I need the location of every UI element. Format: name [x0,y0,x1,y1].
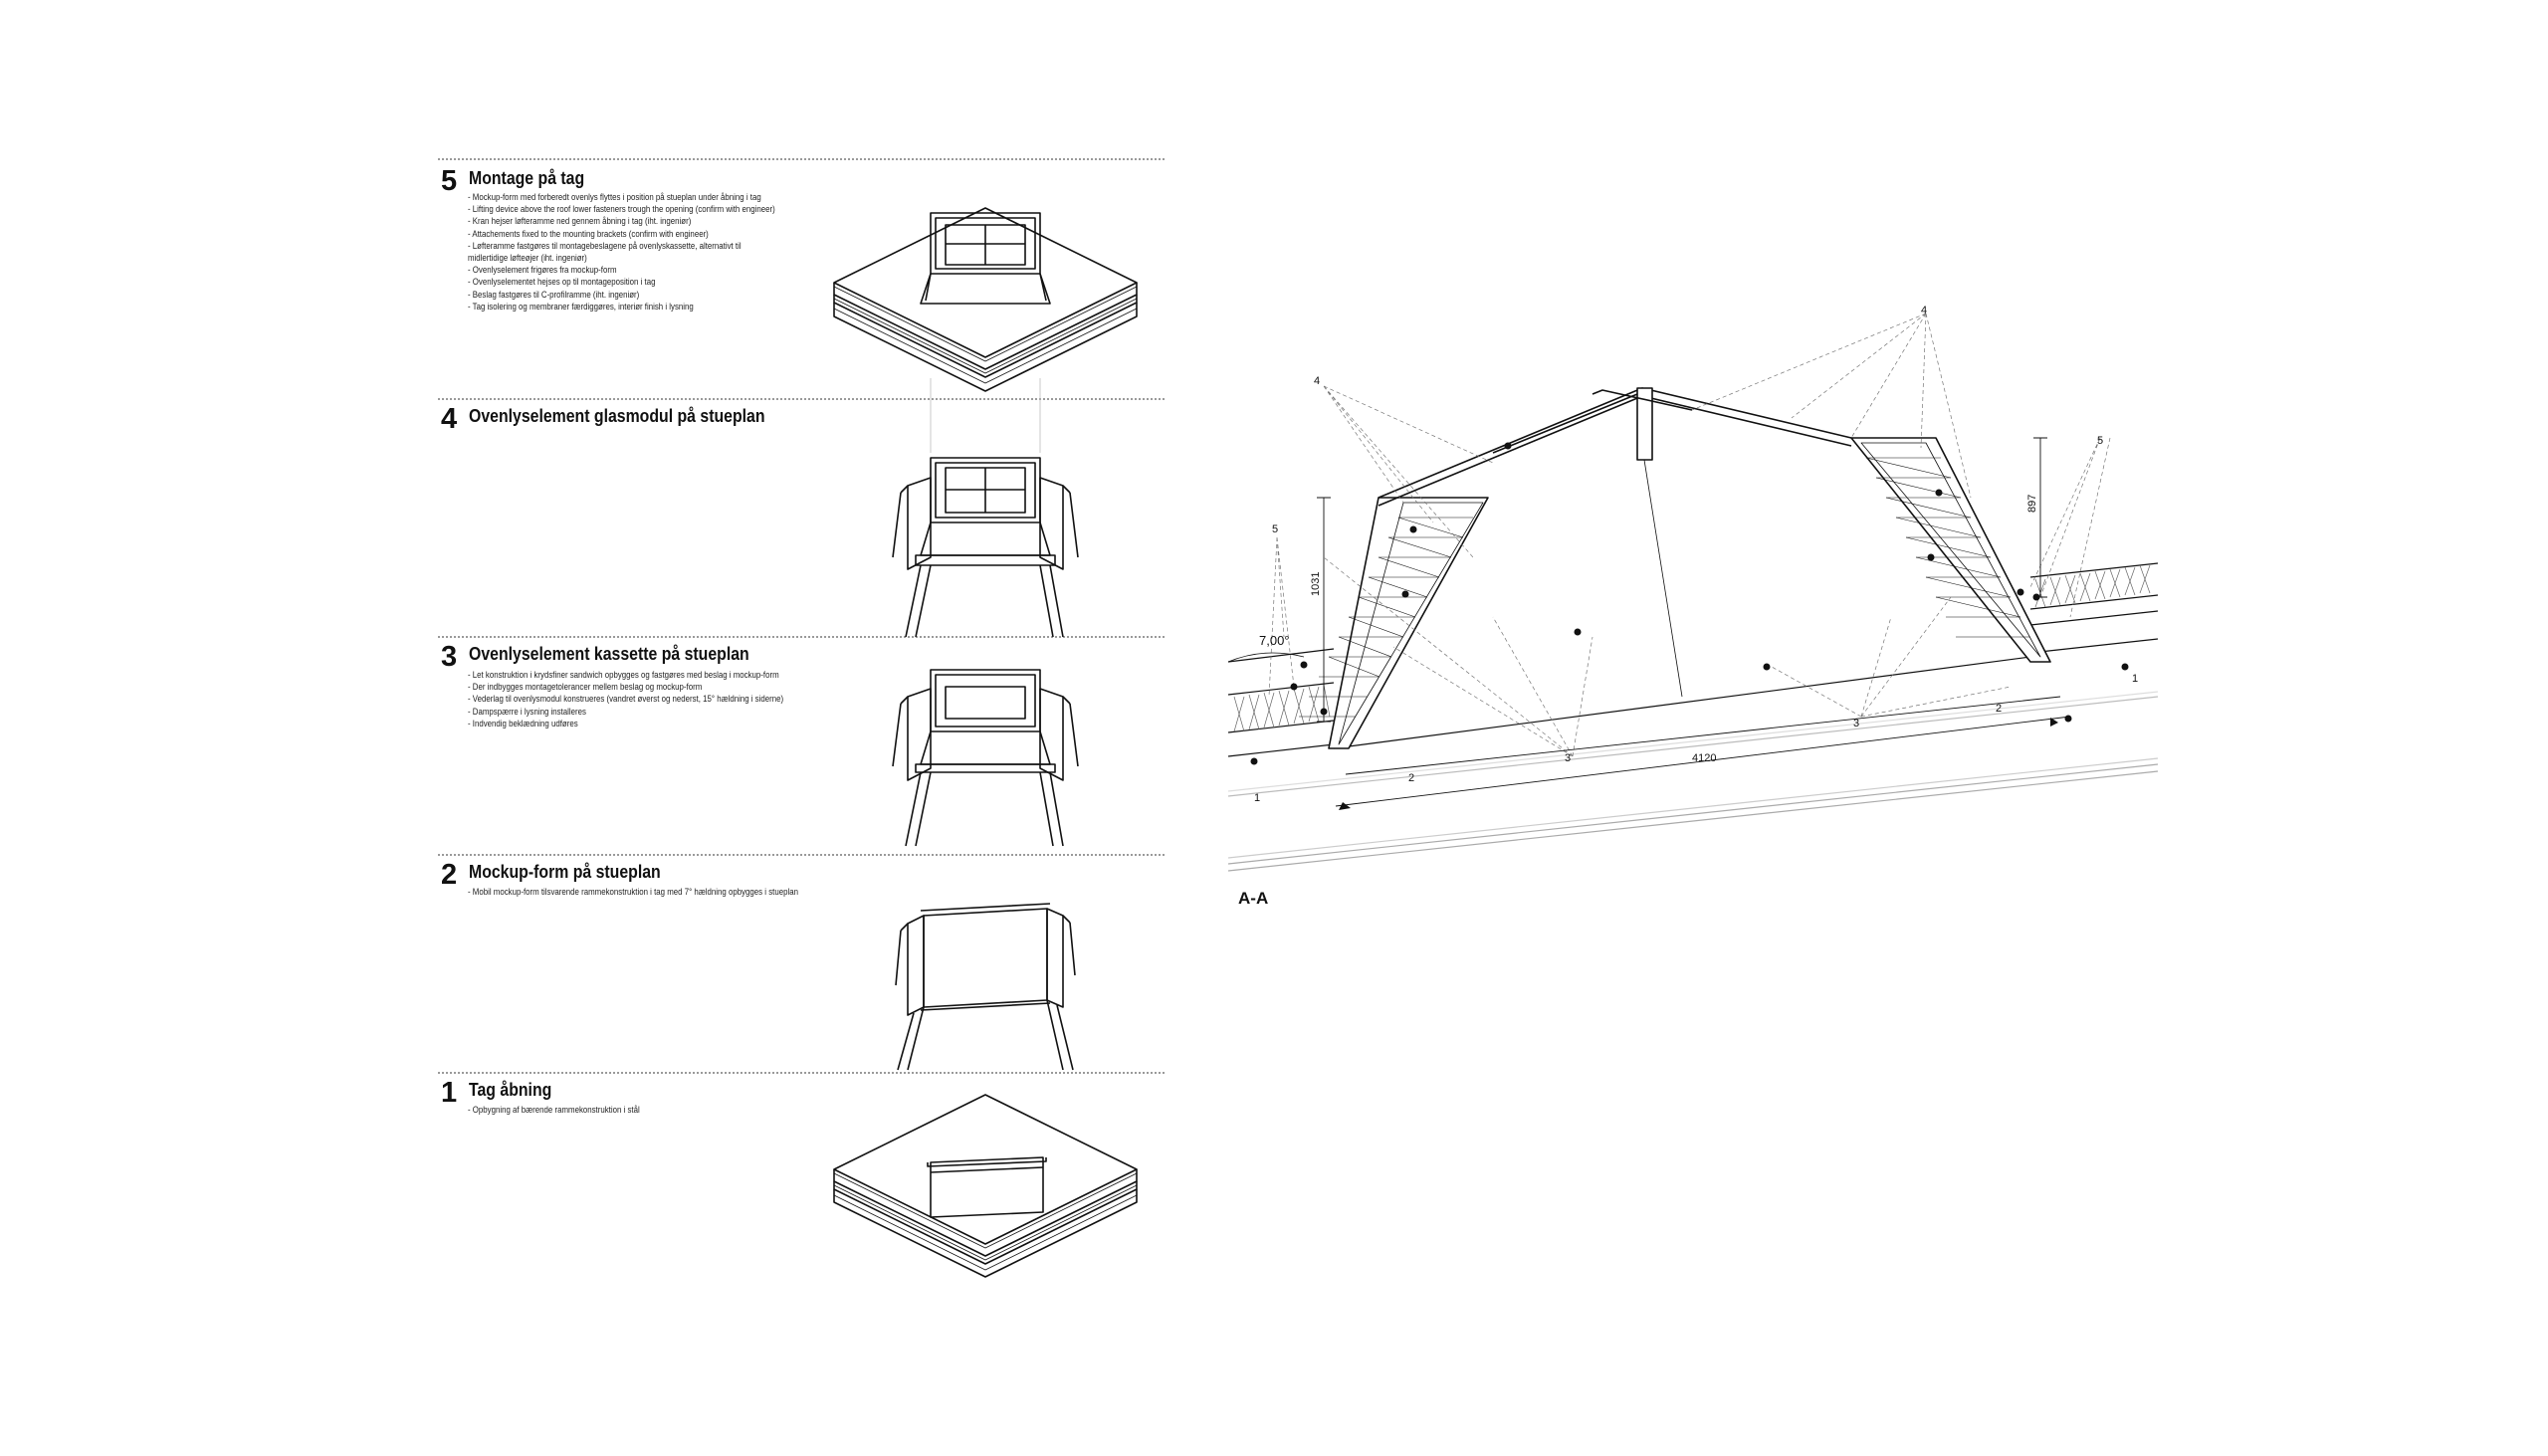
callout-2-left: 2 [1408,772,1415,784]
step5-roof-slab-drawing [834,208,1137,391]
section-label: A-A [1238,889,1269,908]
step-title: Ovenlyselement kassette på stueplan [469,644,749,664]
note-line: - Opbygning af bærende rammekonstruktion i stål [468,1105,640,1116]
step-title: Tag åbning [469,1080,552,1100]
note-line: - Mockup-form med forberedt ovenlys flyttes i position på stueplan under åbning i tag [468,192,761,203]
note-line: - Kran hejser løfteramme ned gennem åbning i tag (iht. ingeniør) [468,216,692,228]
section-roof-hatch-left [1234,685,1330,731]
step3-mockup-drawing [893,670,1078,846]
dimension-angle: 7,00° [1259,633,1290,648]
section-skylight-left-wall [1299,498,1488,748]
note-line: - Der indbygges montagetolerancer mellem beslag og mockup-form [468,682,703,694]
step4-mockup-drawing [893,458,1078,637]
step5-guide-lines [931,378,1040,453]
callout-1-left: 1 [1254,792,1261,804]
section-skylight-right-wall [1851,438,2050,662]
callout-1-right: 1 [2132,673,2139,685]
step-title: Ovenlyselement glasmodul på stueplan [469,406,765,426]
callout-4-left: 4 [1314,375,1321,387]
note-line: - Løfteramme fastgøres til montagebeslagene på ovenlyskassette, alternativt til [468,240,742,252]
step-number: 1 [441,1077,458,1109]
note-line: - Ovenlyselement frigøres fra mockup-form [468,265,617,277]
callout-2-right: 2 [1996,703,2003,715]
dimension-width: 4120 [1692,752,1717,764]
dimension-height-left: 1031 [1310,571,1322,596]
step-number: 5 [441,165,458,197]
note-line: - Tag isolering og membraner færdiggøres, interiør finish i lysning [468,301,694,312]
step-number: 4 [441,403,458,435]
note-line: - Beslag fastgøres til C-profilramme (iht. ingeniør) [468,289,640,301]
dimension-height-right: 897 [2026,494,2038,513]
section-roof-hatch-right [2035,565,2150,607]
note-line: - Let konstruktion i krydsfiner sandwich opbygges og fastgøres med beslag i mockup-form [468,670,779,681]
note-line: midlertidige løfteøjer (iht. ingeniør) [468,253,587,265]
step-number: 2 [441,859,458,891]
step-title: Montage på tag [469,168,585,188]
note-line: - Ovenlyselementet hejses op til montageposition i tag [468,277,656,289]
callout-5-right: 5 [2097,435,2104,447]
note-line: - Vederlag til ovenlysmodul konstrueres (vandret øverst og nederst, 15° hældning i siderne) [468,694,784,706]
callout-3-right: 3 [1853,718,1860,729]
note-line: - Attachements fixed to the mounting brackets (confirm with engineer) [468,228,709,240]
note-line: - Indvendig beklædning udføres [468,718,578,729]
callout-5-left: 5 [1272,523,1279,535]
note-line: - Lifting device above the roof lower fasteners trough the opening (confirm with engineer) [468,204,775,216]
callout-4-right: 4 [1921,305,1928,316]
note-line: - Mobil mockup-form tilsvarende rammekonstruktion i tag med 7° hældning opbygges i stueplan [468,887,798,898]
callout-3-left: 3 [1565,752,1572,764]
step-title: Mockup-form på stueplan [469,862,661,882]
step2-mockup-drawing [896,904,1075,1070]
note-line: - Dampspærre i lysning installeres [468,706,586,718]
step-number: 3 [441,641,458,673]
step1-roof-slab-drawing [834,1095,1137,1277]
